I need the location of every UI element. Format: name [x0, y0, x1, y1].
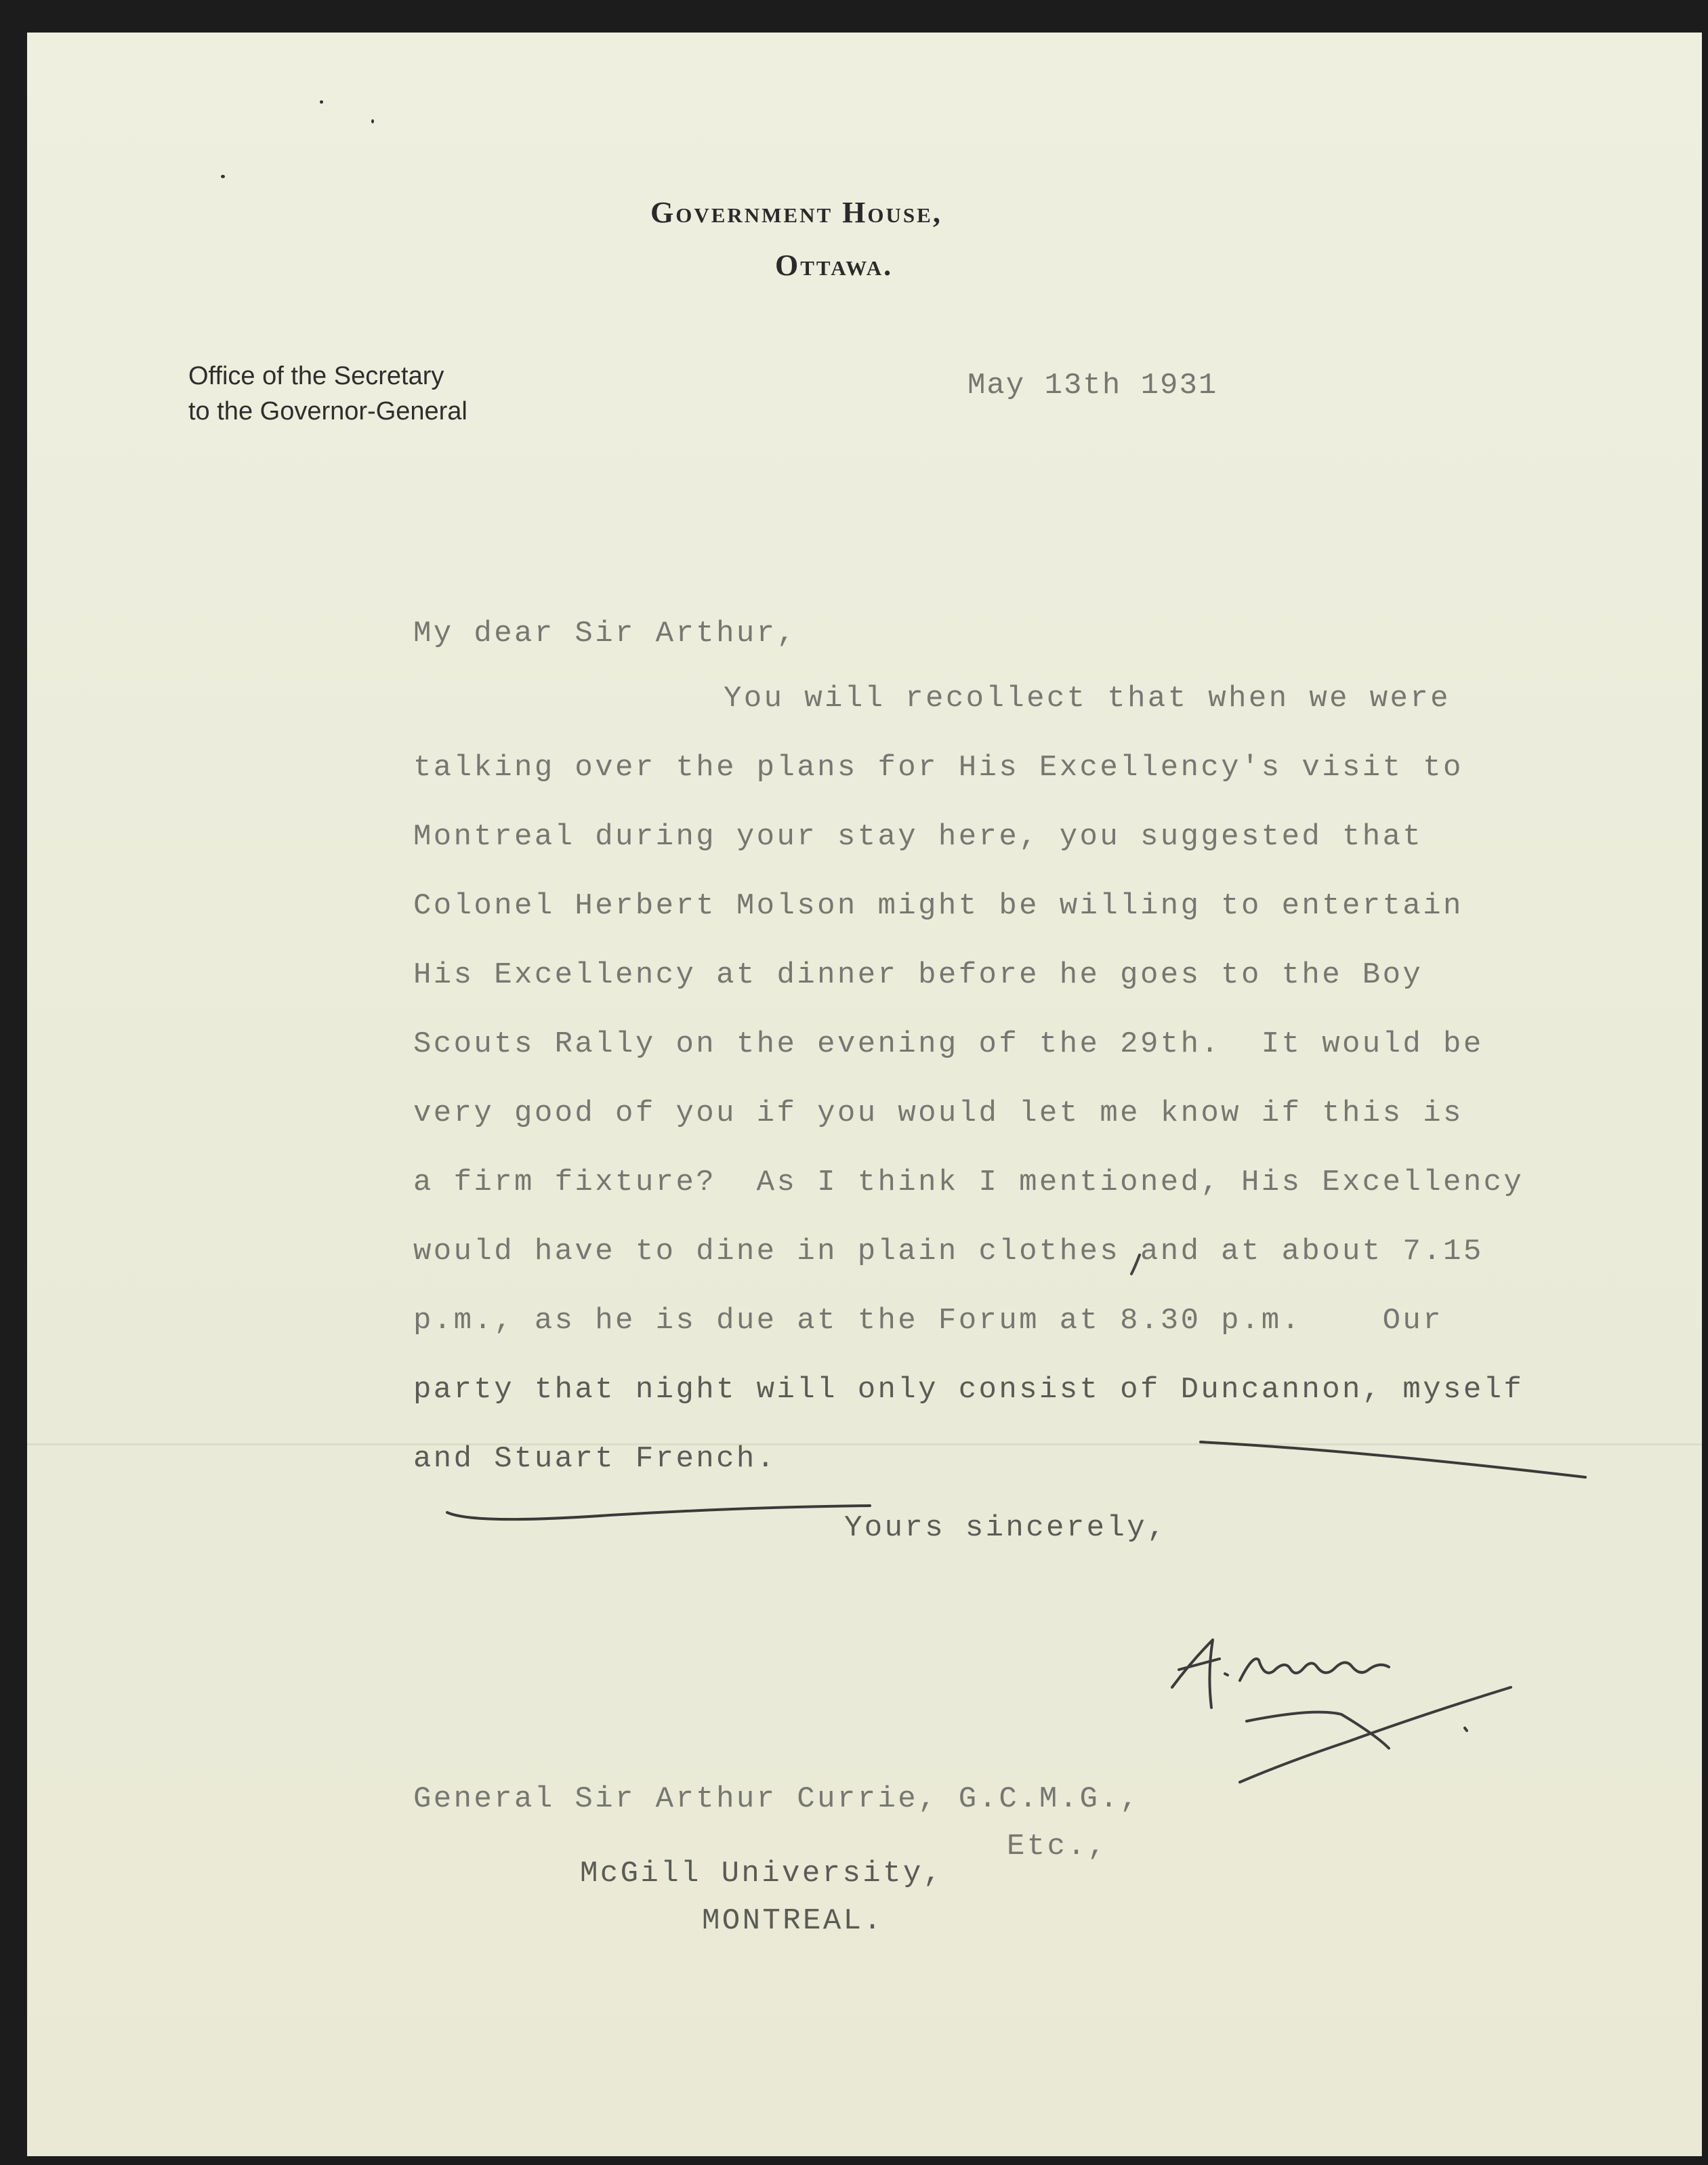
- body-line: party that night will only consist of Duncannon, myself: [413, 1373, 1524, 1407]
- body-line: very good of you if you would let me know if this is: [413, 1096, 1463, 1130]
- letterhead-line-2: Ottawa.: [775, 249, 894, 282]
- body-line: p.m., as he is due at the Forum at 8.30 p.m. Our: [413, 1304, 1444, 1338]
- letter-paper: [27, 33, 1702, 2156]
- body-line: would have to dine in plain clothes and at about 7.15: [413, 1235, 1484, 1269]
- office-line-2: to the Governor-General: [188, 397, 467, 426]
- body-line: Scouts Rally on the evening of the 29th. It would be: [413, 1027, 1484, 1061]
- recipient-city: MONTREAL.: [702, 1904, 884, 1938]
- body-line: a firm fixture? As I think I mentioned, His Excellency: [413, 1166, 1524, 1199]
- office-line-1: Office of the Secretary: [188, 362, 444, 390]
- paper-fold-crease: [27, 1443, 1702, 1445]
- speck: [371, 119, 374, 123]
- body-line: His Excellency at dinner before he goes to the Boy: [413, 958, 1423, 992]
- recipient-etc: Etc.,: [1007, 1830, 1108, 1863]
- salutation: My dear Sir Arthur,: [413, 617, 797, 651]
- body-line: and Stuart French.: [413, 1442, 777, 1476]
- speck: [320, 100, 323, 104]
- body-line: talking over the plans for His Excellency's visit to: [413, 751, 1463, 785]
- letter-date: May 13th 1931: [967, 369, 1218, 403]
- closing: Yours sincerely,: [844, 1511, 1167, 1545]
- recipient-name: General Sir Arthur Currie, G.C.M.G.,: [413, 1782, 1140, 1816]
- body-line: You will recollect that when we were: [724, 682, 1451, 716]
- recipient-institution: McGill University,: [580, 1857, 944, 1891]
- body-line: Colonel Herbert Molson might be willing to entertain: [413, 889, 1463, 923]
- letterhead-line-1: Government House,: [650, 196, 942, 229]
- body-line: Montreal during your stay here, you suggested that: [413, 820, 1423, 854]
- speck: [221, 175, 225, 178]
